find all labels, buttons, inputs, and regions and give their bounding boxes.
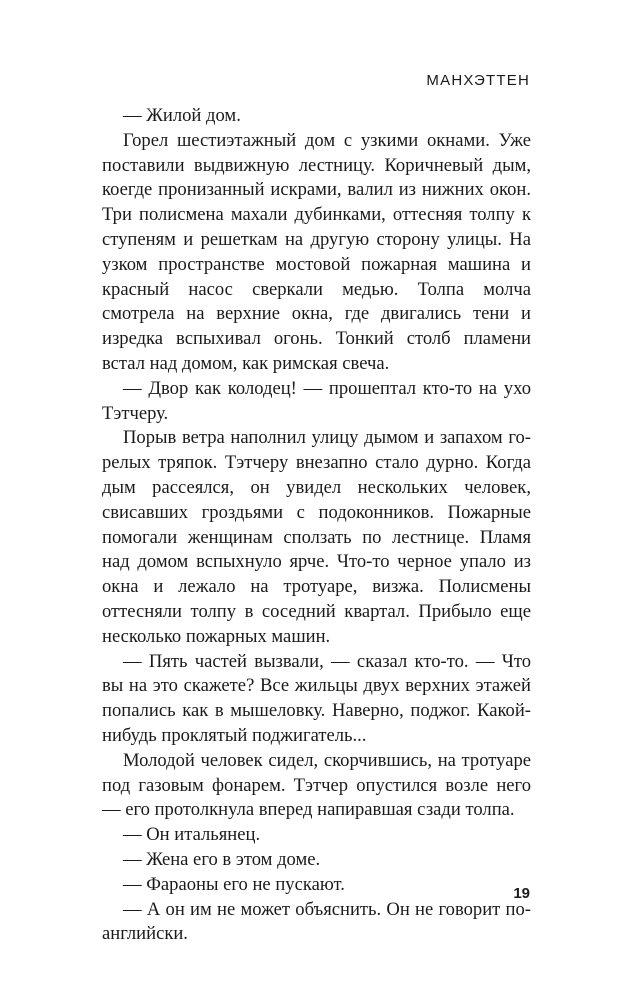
paragraph-10: — А он им не может объяснить. Он не говорит поанглийски.: [102, 898, 531, 945]
page-number: 19: [513, 885, 530, 902]
paragraph-9: — Фараоны его не пускают.: [123, 873, 345, 895]
paragraph-5: — Пять частей вызвали, — сказал кто-то. — Что вы на это скажете? Все жильцы двух верхних этажей попались как в мышеловку. Наверно, поджог. Какойнибудь проклятый поджигатель...: [102, 650, 531, 746]
paragraph-3: — Двор как колодец! — прошептал кто-то на ухо Тэтчеру.: [102, 377, 531, 424]
paragraph-8: — Жена его в этом доме.: [123, 848, 321, 870]
paragraph-2: Горел шестиэтажный дом с узкими окнами. Уже поставили выдвижную лестницу. Коричневый дым, коегде пронизанный искрами, валил из нижних окон. Три полисмена махали дубинками, оттесняя толпу к ступеням и решеткам на другую сторону улицы. На узком пространстве мостовой пожарная машина и красный насос сверкали медью. Толпа молча смотрела на верхние окна, где двигались тени и изредка вспыхивал огонь. Тонкий столб пламени встал над домом, как римская свеча.: [102, 129, 531, 374]
running-head: МАНХЭТТЕН: [426, 72, 530, 89]
paragraph-6: Молодой человек сидел, скорчившись, на тротуаре под газовым фонарем. Тэтчер опустился возле него — его протолкнула вперед напиравшая сзади толпа.: [102, 749, 531, 821]
paragraph-7: — Он итальянец.: [123, 824, 261, 846]
body-text: [102, 104, 531, 947]
paragraph-4: Порыв ветра наполнил улицу дымом и запахом горелых тряпок. Тэтчеру внезапно стало дурно. Когда дым рассеялся, он увидел нескольких человек, свисавших гроздьями с подоконников. Пожарные помогали женщинам сползать по лестнице. Пламя над домом вспыхнуло ярче. Что-то черное упало из окна и лежало на тротуаре, визжа. Полисмены оттесняли толпу в соседний квартал. Прибыло еще несколько пожарных машин.: [102, 427, 531, 647]
paragraph-1: — Жилой дом.: [123, 105, 241, 126]
